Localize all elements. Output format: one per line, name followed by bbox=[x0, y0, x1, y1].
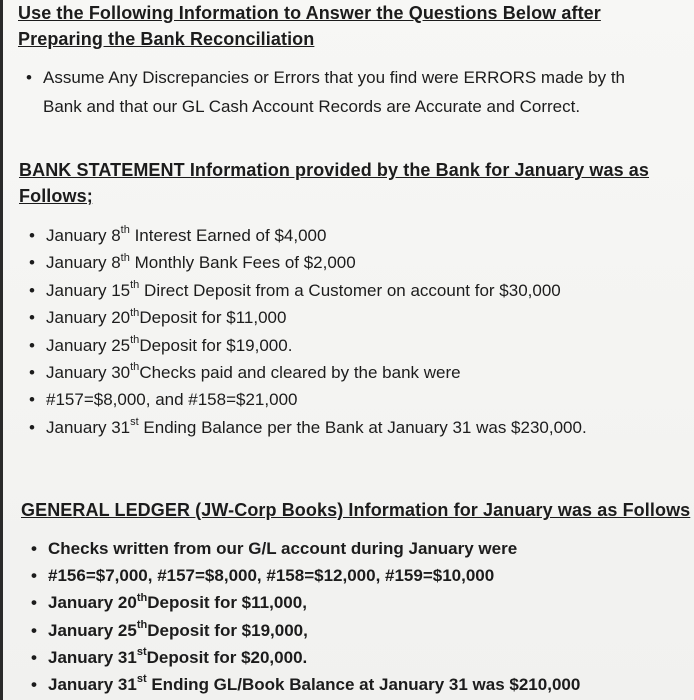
item-text: January 25 bbox=[48, 620, 137, 640]
item-text: January 20 bbox=[48, 593, 137, 613]
item-text: January 25 bbox=[46, 335, 131, 355]
gl-item bbox=[31, 617, 694, 644]
item-text: January 31 bbox=[48, 675, 137, 695]
item-text-post: Deposit for $19,000. bbox=[139, 335, 293, 355]
item-text: #156=$7,000, #157=$8,000, #158=$12,000, #159=$10,000 bbox=[48, 566, 495, 586]
item-text-post: Monthly Bank Fees of $2,000 bbox=[129, 253, 356, 273]
bullet-icon: • bbox=[29, 253, 35, 273]
item-text-post: Deposit for $19,000, bbox=[147, 620, 308, 640]
item-sup: th bbox=[136, 618, 148, 631]
item-sup: st bbox=[136, 673, 147, 686]
item-text: January 8 bbox=[46, 253, 121, 273]
bank-item bbox=[29, 249, 694, 276]
intro-heading-line2: Preparing the Bank Reconciliation bbox=[18, 29, 315, 49]
item-text-post: Interest Earned of $4,000 bbox=[129, 226, 327, 245]
bullet-icon: • bbox=[29, 308, 35, 328]
intro-heading-line1: Use the Following Information to Answer the Questions Below after bbox=[18, 3, 601, 23]
bullet-icon: • bbox=[31, 675, 37, 695]
intro-heading bbox=[18, 0, 694, 52]
bank-heading-line2: Follows; bbox=[19, 186, 93, 206]
gl-item bbox=[31, 535, 694, 562]
bank-heading bbox=[19, 157, 694, 209]
bullet-icon: • bbox=[29, 363, 35, 383]
item-sup: st bbox=[136, 646, 147, 659]
item-text-post: Direct Deposit from a Customer on account for $30,000 bbox=[139, 280, 561, 300]
bank-item bbox=[29, 277, 694, 304]
item-sup: th bbox=[130, 279, 140, 292]
item-text: #157=$8,000, and #158=$21,000 bbox=[46, 390, 298, 410]
item-text: January 15 bbox=[46, 280, 131, 300]
bank-item bbox=[29, 304, 694, 331]
item-sup: th bbox=[130, 361, 140, 374]
bullet-icon: • bbox=[29, 226, 35, 245]
item-text-post: Checks paid and cleared by the bank were bbox=[139, 363, 461, 383]
item-sup: th bbox=[120, 224, 130, 237]
bank-item bbox=[29, 359, 694, 386]
bullet-icon: • bbox=[29, 335, 35, 355]
gl-heading-line1: GENERAL LEDGER (JW-Corp Books) Information for January was as Follows bbox=[21, 500, 691, 520]
item-sup: th bbox=[130, 333, 140, 346]
page-edge bbox=[0, 0, 3, 700]
intro-bullet-item bbox=[26, 63, 694, 121]
item-sup: th bbox=[120, 251, 130, 264]
item-text-post: Ending GL/Book Balance at January 31 was $210,000 bbox=[146, 675, 581, 695]
gl-list bbox=[31, 535, 694, 698]
bullet-icon: • bbox=[31, 647, 37, 667]
item-text-post: Deposit for $20,000. bbox=[146, 647, 308, 667]
item-sup: st bbox=[130, 416, 139, 429]
gl-item bbox=[31, 589, 694, 616]
item-text-post: Deposit for $11,000, bbox=[147, 593, 307, 613]
item-text-post: Deposit for $11,000 bbox=[139, 308, 287, 328]
intro-list bbox=[26, 63, 694, 121]
bullet-icon: • bbox=[29, 417, 35, 437]
item-text-post: Ending Balance per the Bank at January 31 was $230,000. bbox=[138, 417, 587, 437]
item-text: Checks written from our G/L account during January were bbox=[48, 539, 518, 558]
bank-heading-line1: BANK STATEMENT Information provided by the Bank for January was as bbox=[19, 160, 650, 180]
item-text: January 8 bbox=[46, 226, 121, 245]
item-sup: th bbox=[130, 306, 140, 319]
intro-bullet-line1: Assume Any Discrepancies or Errors that you find were ERRORS made by th bbox=[43, 68, 626, 87]
item-text: January 31 bbox=[48, 647, 137, 667]
bullet-icon: • bbox=[31, 539, 37, 558]
item-text: January 30 bbox=[46, 363, 131, 383]
bullet-icon: • bbox=[31, 566, 37, 586]
gl-heading bbox=[21, 497, 694, 523]
bank-item bbox=[29, 386, 694, 413]
bank-item bbox=[29, 332, 694, 359]
bullet-icon: • bbox=[31, 593, 37, 613]
bank-item bbox=[29, 414, 694, 441]
gl-item bbox=[31, 644, 694, 671]
item-text: January 20 bbox=[46, 308, 131, 328]
intro-bullet-line2: Bank and that our GL Cash Account Records are Accurate and Correct. bbox=[43, 97, 581, 116]
gl-item bbox=[31, 671, 694, 698]
bullet-icon: • bbox=[26, 68, 32, 87]
item-sup: th bbox=[136, 591, 148, 604]
bank-item bbox=[29, 222, 694, 249]
item-text: January 31 bbox=[46, 417, 131, 437]
bullet-icon: • bbox=[29, 390, 35, 410]
bank-list bbox=[29, 222, 694, 441]
bullet-icon: • bbox=[29, 280, 35, 300]
bullet-icon: • bbox=[31, 620, 37, 640]
gl-item bbox=[31, 562, 694, 589]
